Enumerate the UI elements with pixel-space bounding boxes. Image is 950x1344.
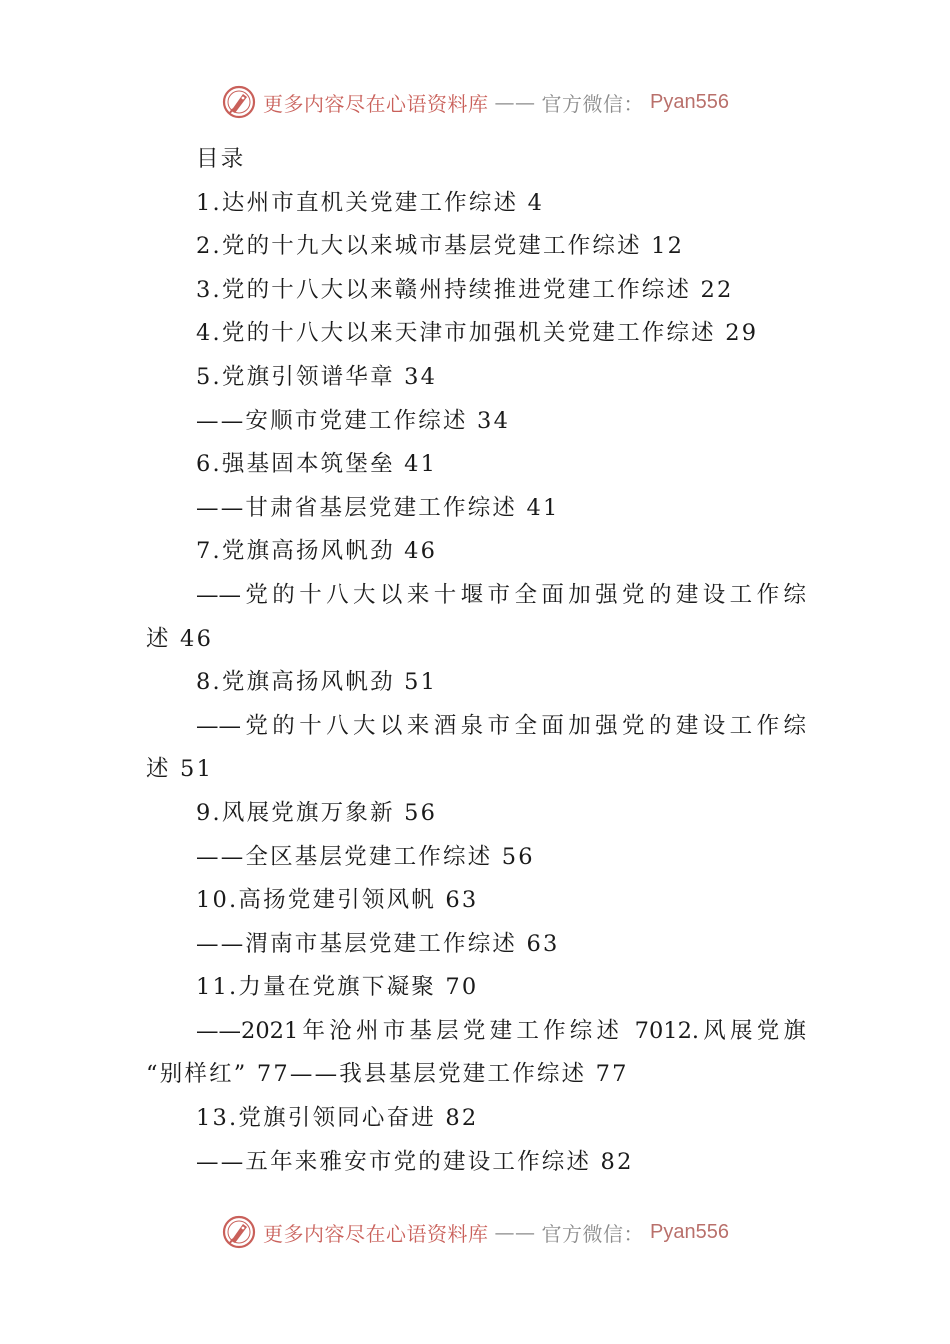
toc-subtitle: ——安顺市党建工作综述 34 [196, 407, 511, 434]
table-of-contents [146, 138, 806, 1184]
banner-dash: —— [494, 1220, 536, 1244]
pen-nib-seal-icon [221, 84, 257, 120]
banner-content [221, 1214, 729, 1250]
toc-entry: 10.高扬党建引领风帆 63 [196, 887, 479, 914]
toc-heading: 目录 [196, 146, 246, 172]
toc-entry: 11.力量在党旗下凝聚 70 [196, 974, 479, 1001]
banner-account-label: 官方微信： [541, 1221, 645, 1246]
banner-dash: —— [494, 90, 536, 114]
toc-subtitle: ——2021年沧州市基层党建工作综述 7012.风展党旗 [196, 1017, 806, 1044]
banner-content [221, 84, 729, 120]
toc-subtitle-continuation: “别样红” 77——我县基层党建工作综述 77 [146, 1061, 629, 1088]
banner-main-text: 更多内容尽在心语资料库 [263, 1221, 489, 1246]
toc-subtitle: ——五年来雅安市党的建设工作综述 82 [196, 1148, 634, 1175]
toc-entry: 2.党的十九大以来城市基层党建工作综述 12 [196, 233, 685, 260]
toc-entry: 7.党旗高扬风帆劲 46 [196, 538, 438, 565]
toc-subtitle: ——甘肃省基层党建工作综述 41 [196, 494, 560, 521]
banner-account-id: Pyan556 [650, 90, 729, 113]
banner-account-label: 官方微信： [541, 91, 645, 116]
banner-main-text: 更多内容尽在心语资料库 [263, 91, 489, 116]
header-banner [0, 82, 950, 122]
pen-nib-seal-icon [221, 1214, 257, 1250]
toc-subtitle-continuation: 述 51 [146, 756, 214, 783]
toc-subtitle: ——全区基层党建工作综述 56 [196, 843, 535, 870]
toc-subtitle: ——党的十八大以来酒泉市全面加强党的建设工作综 [196, 712, 806, 739]
toc-subtitle-continuation: 述 46 [146, 625, 214, 652]
toc-entry: 13.党旗引领同心奋进 82 [196, 1105, 479, 1132]
toc-entry: 8.党旗高扬风帆劲 51 [196, 669, 438, 696]
toc-entry: 5.党旗引领谱华章 34 [196, 363, 438, 390]
toc-subtitle: ——党的十八大以来十堰市全面加强党的建设工作综 [196, 581, 806, 608]
toc-entry: 9.风展党旗万象新 56 [196, 799, 438, 826]
footer-banner [0, 1212, 950, 1252]
toc-entry: 3.党的十八大以来赣州持续推进党建工作综述 22 [196, 276, 734, 303]
toc-entry: 1.达州市直机关党建工作综述 4 [196, 189, 545, 216]
toc-entry: 4.党的十八大以来天津市加强机关党建工作综述 29 [196, 320, 759, 347]
toc-subtitle: ——渭南市基层党建工作综述 63 [196, 930, 560, 957]
banner-account-id: Pyan556 [650, 1220, 729, 1243]
toc-entry: 6.强基固本筑堡垒 41 [196, 451, 438, 478]
